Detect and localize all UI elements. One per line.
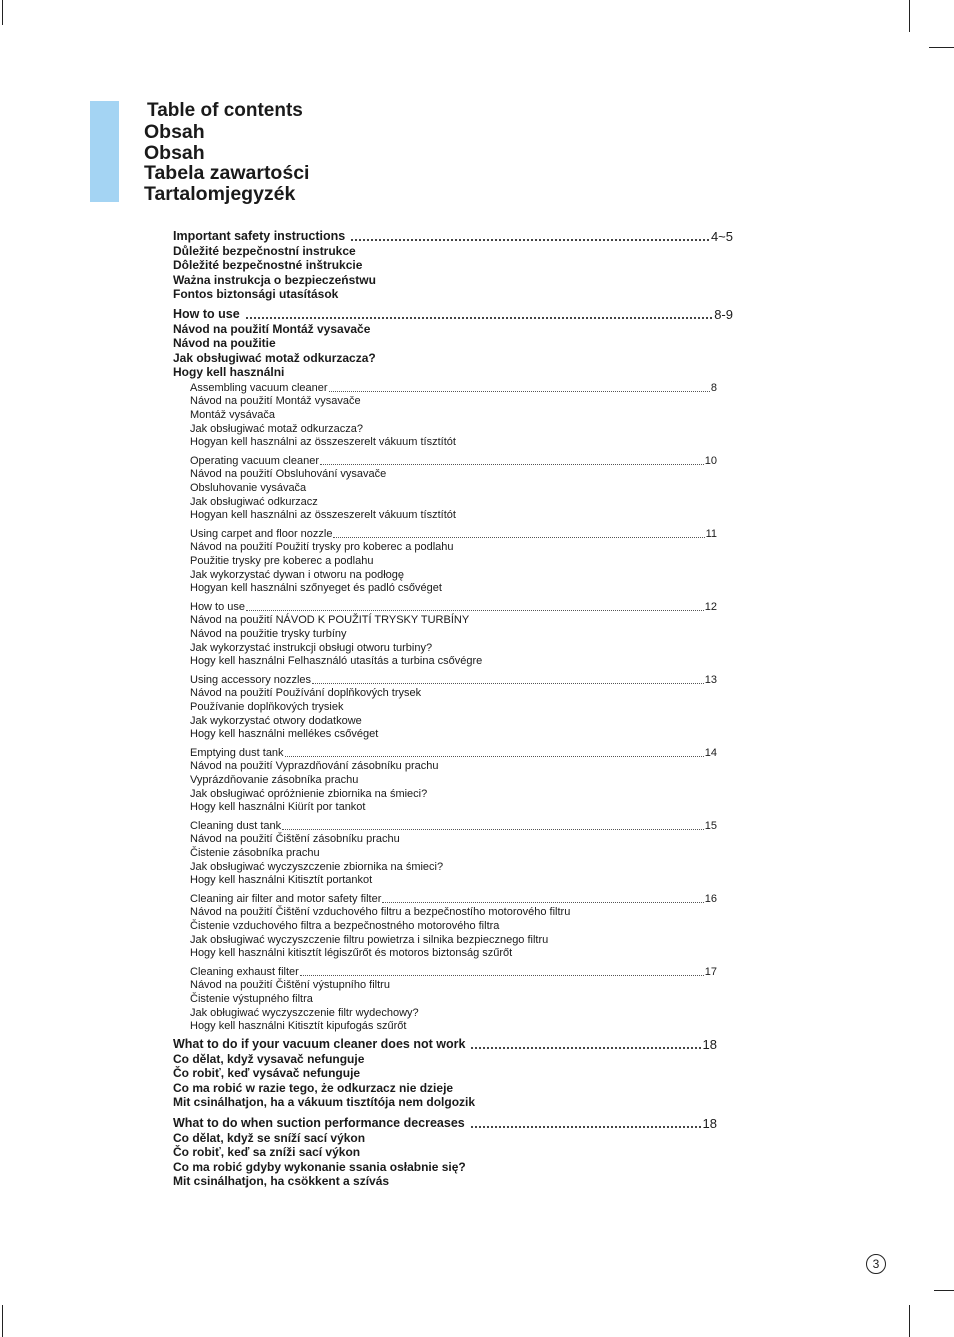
toc-translation: Návod na použití Použití trysky pro koberec a podlahu bbox=[190, 541, 454, 553]
toc-section bbox=[173, 1037, 717, 1109]
toc-section-heading[interactable] bbox=[173, 307, 733, 322]
toc-item-heading[interactable] bbox=[190, 966, 717, 979]
toc-section-heading[interactable] bbox=[173, 1116, 717, 1131]
toc-translation: Čo robiť, keď sa zníži sací výkon bbox=[173, 1145, 361, 1160]
toc-translation: Návod na použití Obsluhování vysavače bbox=[190, 468, 387, 480]
toc-translation: Čistenie výstupného filtra bbox=[190, 992, 313, 1005]
toc-page-ref: 11 bbox=[705, 528, 717, 540]
toc-translation: Čo robiť, keď vysávač nefunguje bbox=[173, 1066, 361, 1081]
crop-mark-bottom-right-horizontal bbox=[934, 1290, 954, 1291]
toc-translation: Co dělat, když vysavač nefunguje bbox=[173, 1052, 365, 1066]
dot-leader bbox=[246, 610, 704, 611]
toc-page-ref: 17 bbox=[704, 966, 717, 978]
dot-leader bbox=[246, 317, 713, 319]
toc-translation: Čistenie vzduchového filtra a bezpečnostného motorového filtra bbox=[190, 919, 500, 932]
toc-translation: Ważna instrukcja o bezpieczeństwu bbox=[173, 272, 376, 287]
toc-translation: Hogy kell használni kitisztít légiszűrőt és motoros biztonság szűrőt bbox=[190, 947, 513, 960]
toc-page-ref: 16 bbox=[704, 893, 717, 905]
crop-mark-bottom-right-vertical bbox=[909, 1305, 910, 1337]
toc-translation: Návod na použitie trysky turbíny bbox=[190, 627, 347, 640]
toc-translation: Jak obsługiwać wyczyszczenie filtru powietrza i silnika bezpiecznego filtru bbox=[190, 933, 549, 946]
dot-leader bbox=[300, 975, 704, 976]
toc-translation: Mit csinálhatjon, ha csökkent a szívás bbox=[173, 1173, 390, 1188]
toc-translation: Použitie trysky pre koberec a podlahu bbox=[190, 554, 374, 567]
dot-leader bbox=[320, 464, 704, 465]
page-subtitle: Tartalomjegyzék bbox=[144, 182, 296, 205]
toc-translation: Hogyan kell használni az összeszerelt vákuum tísztítót bbox=[190, 436, 456, 449]
toc-item bbox=[190, 966, 717, 1034]
toc-section bbox=[173, 307, 733, 379]
toc-item bbox=[190, 674, 717, 742]
dot-leader bbox=[285, 756, 704, 757]
toc-item-title: How to use bbox=[190, 601, 246, 613]
toc-section bbox=[173, 229, 733, 301]
toc-page-ref: 12 bbox=[704, 601, 717, 613]
crop-mark-top-left bbox=[2, 0, 3, 25]
toc-item-title: Using carpet and floor nozzle bbox=[190, 528, 333, 540]
toc-item bbox=[190, 820, 717, 888]
toc-translation: Hogy kell használni bbox=[173, 364, 285, 379]
toc-translation: Hogy kell használni Felhasználó utasítás a turbina csővégre bbox=[190, 655, 483, 668]
toc-item-title: Assembling vacuum cleaner bbox=[190, 382, 328, 394]
toc-translation: Jak wykorzystać otwory dodatkowe bbox=[190, 714, 362, 727]
toc-page-ref: 10 bbox=[704, 455, 717, 467]
toc-translation: Čistenie zásobníka prachu bbox=[190, 846, 320, 859]
toc-translation: Jak obługiwać wyczyszczenie filtr wydechowy? bbox=[190, 1006, 419, 1019]
toc-translation: Dôležité bezpečnostné inštrukcie bbox=[173, 258, 363, 273]
toc-translation: Co ma robić gdyby wykonanie ssania osłabnie się? bbox=[173, 1159, 466, 1174]
toc-item-heading[interactable] bbox=[190, 528, 717, 541]
toc-item bbox=[190, 528, 717, 596]
toc-item bbox=[190, 601, 717, 669]
dot-leader bbox=[382, 902, 703, 903]
toc-translation: Návod na použití Čištění vzduchového filtru a bezpečnostího motorového filtru bbox=[190, 906, 571, 918]
dot-leader bbox=[471, 1047, 700, 1049]
toc-translation: Jak obsługiwać motaž odkurzacza? bbox=[190, 422, 364, 435]
toc-translation: Hogy kell használni mellékes csővéget bbox=[190, 728, 379, 741]
page-title: Table of contents bbox=[147, 100, 303, 121]
toc-translation: Montáž vysávača bbox=[190, 408, 275, 421]
toc-translation: Jak obsługiwać opróżnienie zbiornika na śmieci? bbox=[190, 787, 428, 800]
toc-translation: Hogyan kell használni az összeszerelt vákuum tísztítót bbox=[190, 509, 456, 522]
toc-page-ref: 8 bbox=[710, 382, 717, 394]
toc-translation: Jak obsługiwać wyczyszczenie zbiornika na śmieci? bbox=[190, 860, 444, 873]
toc-item bbox=[190, 893, 717, 961]
dot-leader bbox=[333, 537, 704, 538]
toc-translation: Používanie doplňkových trysiek bbox=[190, 700, 344, 713]
toc-item-title: Emptying dust tank bbox=[190, 747, 284, 759]
toc-translation: Návod na použití NÁVOD K POUŽITÍ TRYSKY TURBÍNY bbox=[190, 614, 470, 626]
toc-translation: Návod na použití Vyprazdňování zásobníku prachu bbox=[190, 760, 439, 772]
toc-page-ref: 18 bbox=[702, 1116, 717, 1131]
toc-translation: Jak wykorzystać instrukcji obsługi otworu turbiny? bbox=[190, 641, 433, 654]
page-subtitle: Obsah bbox=[144, 141, 205, 164]
toc-translation: Jak wykorzystać dywan i otworu na podłogę bbox=[190, 568, 404, 581]
toc-item-heading[interactable] bbox=[190, 747, 717, 760]
toc-page-ref: 14 bbox=[704, 747, 717, 759]
toc-item-heading[interactable] bbox=[190, 674, 717, 687]
toc-item-heading[interactable] bbox=[190, 382, 717, 395]
dot-leader bbox=[329, 391, 710, 392]
accent-bar bbox=[90, 101, 119, 202]
toc-translation: Hogy kell használni Kiürít por tankot bbox=[190, 801, 366, 814]
toc-translation: Obsluhovanie vysávača bbox=[190, 481, 307, 494]
toc-translation: Hogyan kell használni szőnyeget és padló csővéget bbox=[190, 582, 442, 595]
dot-leader bbox=[282, 829, 704, 830]
dot-leader bbox=[351, 239, 709, 241]
toc-section-heading[interactable] bbox=[173, 229, 733, 244]
toc-translation: Důležité bezpečnostní instrukce bbox=[173, 244, 356, 258]
toc-translation: Návod na použití Montáž vysavače bbox=[173, 322, 371, 336]
page-subtitle: Obsah bbox=[144, 121, 205, 143]
toc-section-title: What to do if your vacuum cleaner does not work bbox=[173, 1037, 466, 1051]
toc-item-title: Using accessory nozzles bbox=[190, 674, 312, 686]
dot-leader bbox=[471, 1126, 701, 1128]
toc-page-ref: 4~5 bbox=[710, 229, 733, 244]
toc-page-ref: 13 bbox=[704, 674, 717, 686]
toc-section bbox=[173, 1116, 717, 1188]
toc-section-title: What to do when suction performance decreases bbox=[173, 1116, 465, 1130]
toc-translation: Co dělat, když se sníží sací výkon bbox=[173, 1131, 366, 1145]
toc-translation: Hogy kell használni Kitisztít kipufogás szűrőt bbox=[190, 1020, 407, 1033]
toc-item bbox=[190, 455, 717, 523]
toc-translation: Jak obsługiwać odkurzacz bbox=[190, 495, 318, 508]
toc-page-ref: 18 bbox=[702, 1037, 717, 1052]
toc-item-heading[interactable] bbox=[190, 820, 717, 833]
toc-translation: Co ma robić w razie tego, że odkurzacz nie dzieje bbox=[173, 1080, 454, 1095]
crop-mark-bottom-left bbox=[2, 1305, 3, 1337]
toc-item-title: Cleaning air filter and motor safety filter bbox=[190, 893, 382, 905]
crop-mark-top-right-horizontal bbox=[929, 47, 954, 48]
toc-section-heading[interactable] bbox=[173, 1037, 717, 1052]
toc-section-title: Important safety instructions bbox=[173, 229, 346, 243]
toc-translation: Návod na použití Čištění zásobníku prachu bbox=[190, 833, 400, 845]
dot-leader bbox=[312, 683, 704, 684]
toc-item bbox=[190, 747, 717, 815]
toc-translation: Vyprázdňovanie zásobníka prachu bbox=[190, 773, 359, 786]
toc-page-ref: 15 bbox=[704, 820, 717, 832]
toc-translation: Návod na použití Čištění výstupního filtru bbox=[190, 979, 390, 991]
toc-translation: Hogy kell használni Kitisztít portankot bbox=[190, 874, 373, 887]
page-title-block bbox=[144, 100, 309, 204]
toc-item-title: Cleaning exhaust filter bbox=[190, 966, 299, 978]
toc-translation: Mit csinálhatjon, ha a vákuum tisztítója nem dolgozik bbox=[173, 1094, 476, 1109]
toc-section-title: How to use bbox=[173, 307, 240, 321]
page-number: 3 bbox=[866, 1254, 886, 1274]
toc-translation: Fontos biztonsági utasítások bbox=[173, 286, 339, 301]
toc-item bbox=[190, 382, 717, 450]
toc-translation: Jak obsługiwać motaž odkurzacza? bbox=[173, 350, 376, 365]
toc-item-heading[interactable] bbox=[190, 601, 717, 614]
toc-item-title: Operating vacuum cleaner bbox=[190, 455, 320, 467]
toc-translation: Návod na použitie bbox=[173, 336, 276, 351]
toc-page-ref: 8-9 bbox=[714, 307, 733, 322]
toc-item-heading[interactable] bbox=[190, 455, 717, 468]
toc-item-title: Cleaning dust tank bbox=[190, 820, 282, 832]
toc-translation: Návod na použití Montáž vysavače bbox=[190, 395, 361, 407]
toc-item-heading[interactable] bbox=[190, 893, 717, 906]
crop-mark-top-right-vertical bbox=[909, 0, 910, 32]
page-subtitle: Tabela zawartości bbox=[144, 162, 310, 184]
toc-translation: Návod na použití Používání doplňkových trysek bbox=[190, 687, 422, 699]
